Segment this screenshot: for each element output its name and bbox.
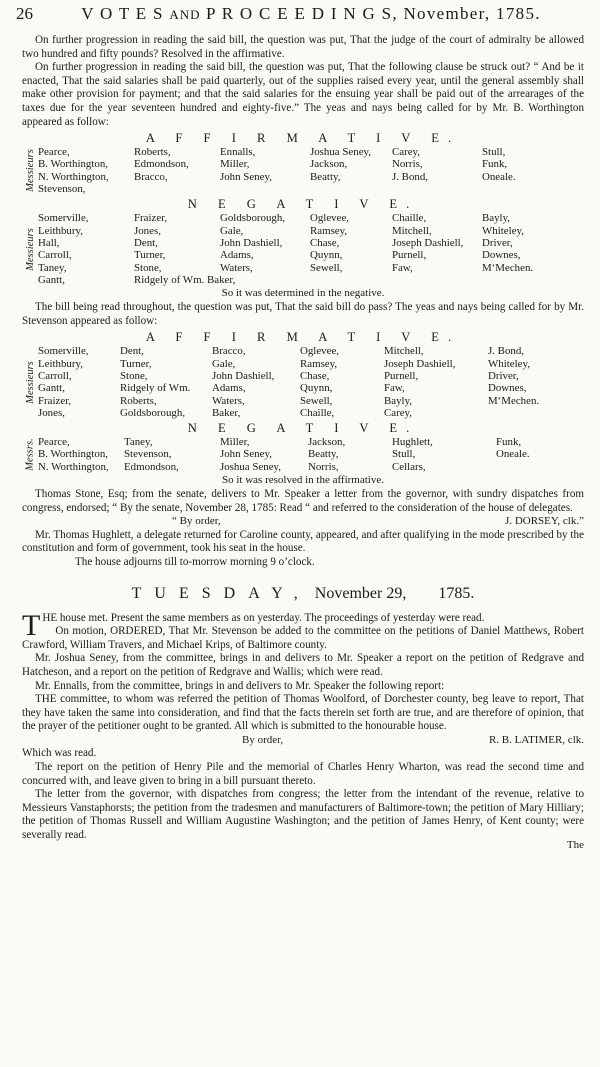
member-name: Faw, [384,382,405,395]
member-name: Hughlett, [392,436,433,449]
member-name: Dent, [120,345,144,358]
member-name: Carroll, [38,369,72,382]
member-name: Jones, [38,406,65,419]
name-column [392,212,482,286]
vote1-affirmative-heading: A F F I R M A T I V E. [145,131,461,146]
member-name: Joseph Dashiell, [384,357,456,370]
member-name: Jackson, [308,436,346,449]
member-name: N. Worthington, [38,170,109,183]
name-column [38,146,134,195]
member-name: Jackson, [310,158,348,171]
member-name: M‘Mechen. [482,261,534,274]
member-name: Taney, [124,436,153,449]
paragraph-adjourn: The house adjourns till to-morrow morning 9 o’clock. [75,555,315,568]
member-name: Norris, [392,158,423,171]
name-column [212,345,300,419]
paragraph-which-read: Which was read. [22,747,97,760]
member-name: Beatty, [310,170,341,183]
member-name: Bracco, [134,170,168,183]
by-order-label-2: By order, [242,733,284,746]
name-column [384,345,488,419]
name-column [124,436,220,473]
member-name: Turner, [120,357,152,370]
paragraph-ennalls: Mr. Ennalls, from the committee, brings in and delivers to Mr. Speaker the following report: [35,679,445,692]
day-year: 1785. [438,584,475,602]
paragraph-order-stevenson: On motion, ORDERED, That Mr. Stevenson be added to the committee on the petitions of Daniel Matthews, Robert Crawford, William Travers, and Michael Krips, of Baltimore county. [22,625,584,651]
member-name: Somerville, [38,345,89,358]
paragraph-pile-wharton: The report on the petition of Henry Pile and the memorial of Charles Henry Wharton, was read the second time and concurred with, and leave given to bring in a bill pursuant thereto. [22,761,584,787]
member-name: Jones, [134,224,161,237]
member-name: Bracco, [212,345,246,358]
paragraph-letters: The letter from the governor, with dispatches from congress; the letter from the intendant of the revenue, relative to Messieurs Vanstaphorsts; the petition from the tradesmen and manufacturers of Baltimore-town; the petition of Mary Hilliary; the petition of Thomas Russell and William Augustine Washington; and the petition of James Henry, of Kent county; were severally read. [22,788,584,842]
vote2-aff-side-label: Messieurs [24,360,36,404]
vote1-negative-list [22,212,584,286]
vote1-affirmative-list [22,146,584,195]
day-weekday: TUESDAY, [131,584,311,602]
paragraph-clause: On further progression in reading the said bill, the question was put, That the following clause be struck out? “ And be it enacted, That the said salaries shall be paid quarterly, out of the supplies raised every year, until the general assembly shall make other provision for payment; and that the said salaries for the ensuing year shall be paid out of the arrearages of the taxes due for the year seventeen hundred and eighty-five.” The yeas and nays being called for by Mr. B. Worthington appeared as follow: [22,61,584,128]
member-name: Purnell, [384,369,419,382]
member-name: Gantt, [38,273,65,286]
title-and: AND [169,7,201,22]
name-column [38,212,134,286]
name-column [300,345,384,419]
member-name: N. Worthington, [38,460,109,473]
member-name: Goldsborough, [120,406,186,419]
member-name: Bayly, [384,394,413,407]
member-name: Quynn, [310,249,343,262]
member-name: Downes, [488,382,527,395]
by-order-label: “ By order, [172,515,221,528]
member-name: Mitchell, [392,224,432,237]
member-name: Driver, [482,236,513,249]
member-name: John Seney, [220,448,272,461]
vote2-negative-heading: N E G A T I V E. [187,421,419,436]
member-name: John Dashiell, [212,369,275,382]
member-name: Pearce, [38,146,70,159]
member-name: Ennalls, [220,146,256,159]
name-column [488,345,564,419]
running-header [16,4,584,34]
member-name: Sewell, [310,261,343,274]
member-name: Stone, [120,369,148,382]
member-name: Joshua Seney, [310,146,371,159]
member-name: Stull, [482,146,506,159]
signature-dorsey [22,515,584,529]
name-column [220,212,310,286]
member-name: Turner, [134,249,166,262]
vote2-negative-list [22,436,584,473]
member-name: Stevenson, [38,183,86,196]
member-name: Whiteley, [482,224,524,237]
member-name: Taney, [38,261,67,274]
name-column [310,146,392,195]
vote1-negative-heading: N E G A T I V E. [187,197,419,212]
name-column [38,345,120,419]
member-name: Gantt, [38,382,65,395]
member-name: Chase, [310,236,340,249]
member-name: Carey, [392,146,421,159]
member-name: Leithbury, [38,224,83,237]
vote2-affirmative-list [22,345,584,419]
name-column [496,436,568,473]
member-name: John Dashiell, [220,236,283,249]
member-name: Chase, [300,369,330,382]
member-name: Fraizer, [38,394,72,407]
vote1-neg-side-label: Messieurs [24,227,36,271]
member-name: Ramsey, [310,224,348,237]
member-name: Roberts, [120,394,157,407]
member-name: Mitchell, [384,345,424,358]
member-name: Downes, [482,249,521,262]
member-name: B. Worthington, [38,158,109,171]
member-name: J. Bond, [392,170,429,183]
name-column [392,146,482,195]
member-name: Joseph Dashiell, [392,236,464,249]
member-name: Oglevee, [310,212,350,225]
name-column [310,212,392,286]
member-name: Miller, [220,158,250,171]
paragraph-admiralty: On further progression in reading the said bill, the question was put, That the judge of the court of admiralty be allowed two hundred and fifty pounds? Resolved in the affirmative. [22,34,584,60]
vote2-neg-side-label: Messrs. [24,438,36,471]
member-name: Waters, [212,394,245,407]
member-name: Waters, [220,261,253,274]
page [16,4,584,851]
member-name: Ridgely of Wm. Baker, [134,273,236,286]
paragraph-hughlett: Mr. Thomas Hughlett, a delegate returned for Caroline county, appeared, and after qualifying in the mode prescribed by the constitution and form of government, took his seat in the house. [22,528,584,555]
clerk-dorsey: J. DORSEY, clk.” [505,515,584,528]
member-name: Beatty, [308,448,339,461]
name-column [308,436,392,473]
name-column [120,345,212,419]
member-name: Ridgely of Wm. [120,382,191,395]
member-name: Chaille, [300,406,335,419]
paragraph-seney-report: Mr. Joshua Seney, from the committee, brings in and delivers to Mr. Speaker a report on the petition of Redgrave and Hatcheson, and a report on the petition of Redgrave and Wallis; which were read. [22,652,584,678]
member-name: John Seney, [220,170,272,183]
member-name: Chaille, [392,212,427,225]
paragraph-third-reading: The bill being read throughout, the question was put, That the said bill do pass? The yeas and nays being called for by Mr. Stevenson appeared as follow: [22,301,584,327]
member-name: Purnell, [392,249,427,262]
member-name: Dent, [134,236,158,249]
member-name: M‘Mechen. [488,394,540,407]
member-name: Somerville, [38,212,89,225]
name-column [482,212,562,286]
name-column [482,146,562,195]
paragraph-committee-report: THE committee, to whom was referred the petition of Thomas Woolford, of Dorchester county, beg leave to report, That they have taken the same into consideration, and find that the facts therein set forth are true, and are therefore of opinion, that the prayer of the petitioner ought to be granted. All which is submitted to the honourable house. [22,693,584,733]
vote1-result: So it was determined in the negative. [221,287,385,300]
member-name: Bayly, [482,212,511,225]
day-date: November 29, [314,584,407,602]
clerk-latimer: R. B. LATIMER, clk. [488,733,584,746]
vote2-affirmative-heading: A F F I R M A T I V E. [145,330,461,345]
member-name: Carey, [384,406,413,419]
member-name: Leithbury, [38,357,83,370]
member-name: Baker, [212,406,241,419]
title-votes: V O T E S [81,4,164,23]
member-name: Edmondson, [124,460,179,473]
member-name: Whiteley, [488,357,530,370]
member-name: Driver, [488,369,519,382]
member-name: B. Worthington, [38,448,109,461]
member-name: Ramsey, [300,357,338,370]
paragraph-house-met: THE house met. Present the same members as on yesterday. The proceedings of yesterday were read. [22,608,485,642]
member-name: Oglevee, [300,345,340,358]
member-name: Carroll, [38,249,72,262]
name-column [134,146,220,195]
paragraph-senate-letter: Thomas Stone, Esq; from the senate, delivers to Mr. Speaker a letter from the governor, with sundry dispatches from congress, endorsed; “ By the senate, November 28, 1785: Read “ and referred to the consideration of the house of delegates. [22,487,584,514]
member-name: Stone, [134,261,162,274]
catchword: The [566,838,584,851]
member-name: Quynn, [300,382,333,395]
title-month: November, [403,4,491,23]
name-column [220,146,310,195]
member-name: Miller, [220,436,250,449]
member-name: Roberts, [134,146,171,159]
name-column [38,436,124,473]
member-name: Cellars, [392,460,426,473]
member-name: Goldsborough, [220,212,286,225]
name-column [220,436,308,473]
member-name: Oneale. [482,170,516,183]
running-title [38,4,584,24]
member-name: Edmondson, [134,158,189,171]
member-name: Sewell, [300,394,333,407]
drop-cap: T [22,608,41,642]
vote1-aff-side-label: Messieurs [24,149,36,193]
member-name: Adams, [220,249,254,262]
member-name: J. Bond, [488,345,525,358]
member-name: Joshua Seney, [220,460,281,473]
day-heading [22,576,584,612]
vote2-result: So it was resolved in the affirmative. [221,473,384,486]
member-name: Gale, [212,357,236,370]
member-name: Gale, [220,224,244,237]
member-name: Stevenson, [124,448,172,461]
member-name: Stull, [392,448,416,461]
page-number: 26 [16,4,33,23]
member-name: Norris, [308,460,339,473]
signature-latimer [22,734,584,748]
name-column [392,436,496,473]
member-name: Oneale. [496,448,530,461]
member-name: Fraizer, [134,212,168,225]
member-name: Funk, [496,436,522,449]
member-name: Hall, [38,236,60,249]
member-name: Funk, [482,158,508,171]
title-year: 1785. [496,4,541,23]
member-name: Adams, [212,382,246,395]
member-name: Pearce, [38,436,70,449]
title-proceedings: P R O C E E D I N G S, [206,4,398,23]
member-name: Faw, [392,261,413,274]
